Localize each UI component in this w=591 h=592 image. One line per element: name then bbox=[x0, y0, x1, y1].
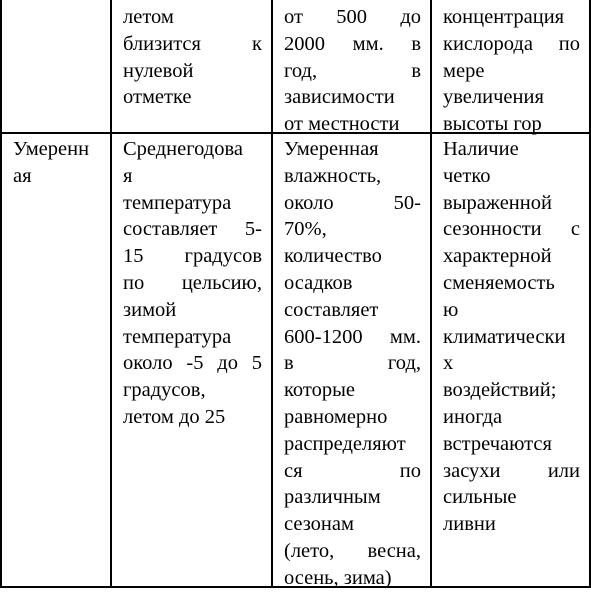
cell-line: иногда bbox=[443, 405, 503, 428]
cell-line: 70%, bbox=[284, 218, 327, 241]
cell-line: четко bbox=[443, 164, 491, 187]
cell-line: мере bbox=[443, 59, 485, 82]
table-cell-top-col2 bbox=[112, 4, 271, 111]
table-cell-temperature bbox=[112, 136, 271, 431]
cell-line: год, в bbox=[284, 59, 421, 82]
cell-line: характерной bbox=[443, 245, 552, 268]
cell-line: х bbox=[443, 352, 454, 375]
cell-line: я bbox=[123, 164, 133, 187]
cell-line: ся по bbox=[284, 459, 421, 482]
table-cell-humidity bbox=[273, 136, 430, 592]
cell-line: воздействий; bbox=[443, 379, 557, 402]
cell-line: 15 градусов bbox=[123, 245, 262, 268]
table-cell-top-col1 bbox=[2, 4, 110, 130]
cell-line: осадков bbox=[284, 271, 353, 294]
cell-line: около -5 до 5 bbox=[123, 352, 262, 375]
cell-line: различным bbox=[284, 486, 381, 509]
cell-line: высоты гор bbox=[443, 113, 542, 136]
cell-line: засухи или bbox=[443, 459, 580, 482]
cell-line: концентрация bbox=[443, 6, 565, 28]
cell-line: Умеренн bbox=[13, 138, 90, 160]
cell-line: градусов, bbox=[123, 379, 206, 402]
cell-line: равномерно bbox=[284, 405, 388, 428]
cell-line: нулевой bbox=[123, 59, 194, 82]
cell-line: летом bbox=[123, 6, 174, 28]
table-cell-top-col3 bbox=[273, 4, 430, 138]
cell-line: сезонам bbox=[284, 513, 354, 536]
cell-line: около 50- bbox=[284, 191, 421, 214]
cell-line: ливни bbox=[443, 513, 496, 536]
cell-line: влажность, bbox=[284, 164, 382, 187]
cell-line: количество bbox=[284, 245, 382, 268]
cell-line: 2000 мм. в bbox=[284, 32, 421, 55]
cell-line: от 500 до bbox=[284, 6, 421, 28]
cell-line: в год, bbox=[284, 352, 421, 375]
table-cell-features bbox=[432, 136, 589, 538]
cell-line: ая bbox=[13, 164, 32, 187]
cell-line: климатически bbox=[443, 325, 566, 348]
cell-line: 600-1200 мм. bbox=[284, 325, 421, 348]
cell-line: отметке bbox=[123, 86, 192, 109]
cell-line: составляет 5- bbox=[123, 218, 262, 241]
cell-line: Умеренная bbox=[284, 138, 379, 160]
cell-line: Наличие bbox=[443, 138, 519, 160]
cell-line: ю bbox=[443, 298, 459, 321]
cell-line: близится к bbox=[123, 32, 262, 55]
cell-line: увеличения bbox=[443, 86, 544, 109]
table-cell-zone-name bbox=[2, 136, 110, 190]
cell-line: встречаются bbox=[443, 432, 552, 455]
cell-line: сменяемость bbox=[443, 271, 555, 294]
cell-line: составляет bbox=[284, 298, 379, 321]
cell-line: от местности bbox=[284, 113, 400, 136]
cell-line: распределяют bbox=[284, 432, 406, 455]
cell-line: (лето, весна, bbox=[284, 539, 421, 562]
cell-line: температура bbox=[123, 325, 232, 348]
table-cell-top-col4 bbox=[432, 4, 589, 138]
cell-line: выраженной bbox=[443, 191, 552, 214]
cell-line: сильные bbox=[443, 486, 517, 509]
cell-line: осень, зима) bbox=[284, 566, 392, 589]
cell-line: Среднегодова bbox=[123, 138, 243, 160]
cell-line: температура bbox=[123, 191, 232, 214]
cell-line: летом до 25 bbox=[123, 405, 226, 428]
cell-line: которые bbox=[284, 379, 355, 402]
cell-line: кислорода по bbox=[443, 32, 580, 55]
cell-line: по цельсию, bbox=[123, 271, 262, 294]
cell-line: зависимости bbox=[284, 86, 395, 109]
cell-line: зимой bbox=[123, 298, 177, 321]
cell-line: сезонности с bbox=[443, 218, 580, 241]
